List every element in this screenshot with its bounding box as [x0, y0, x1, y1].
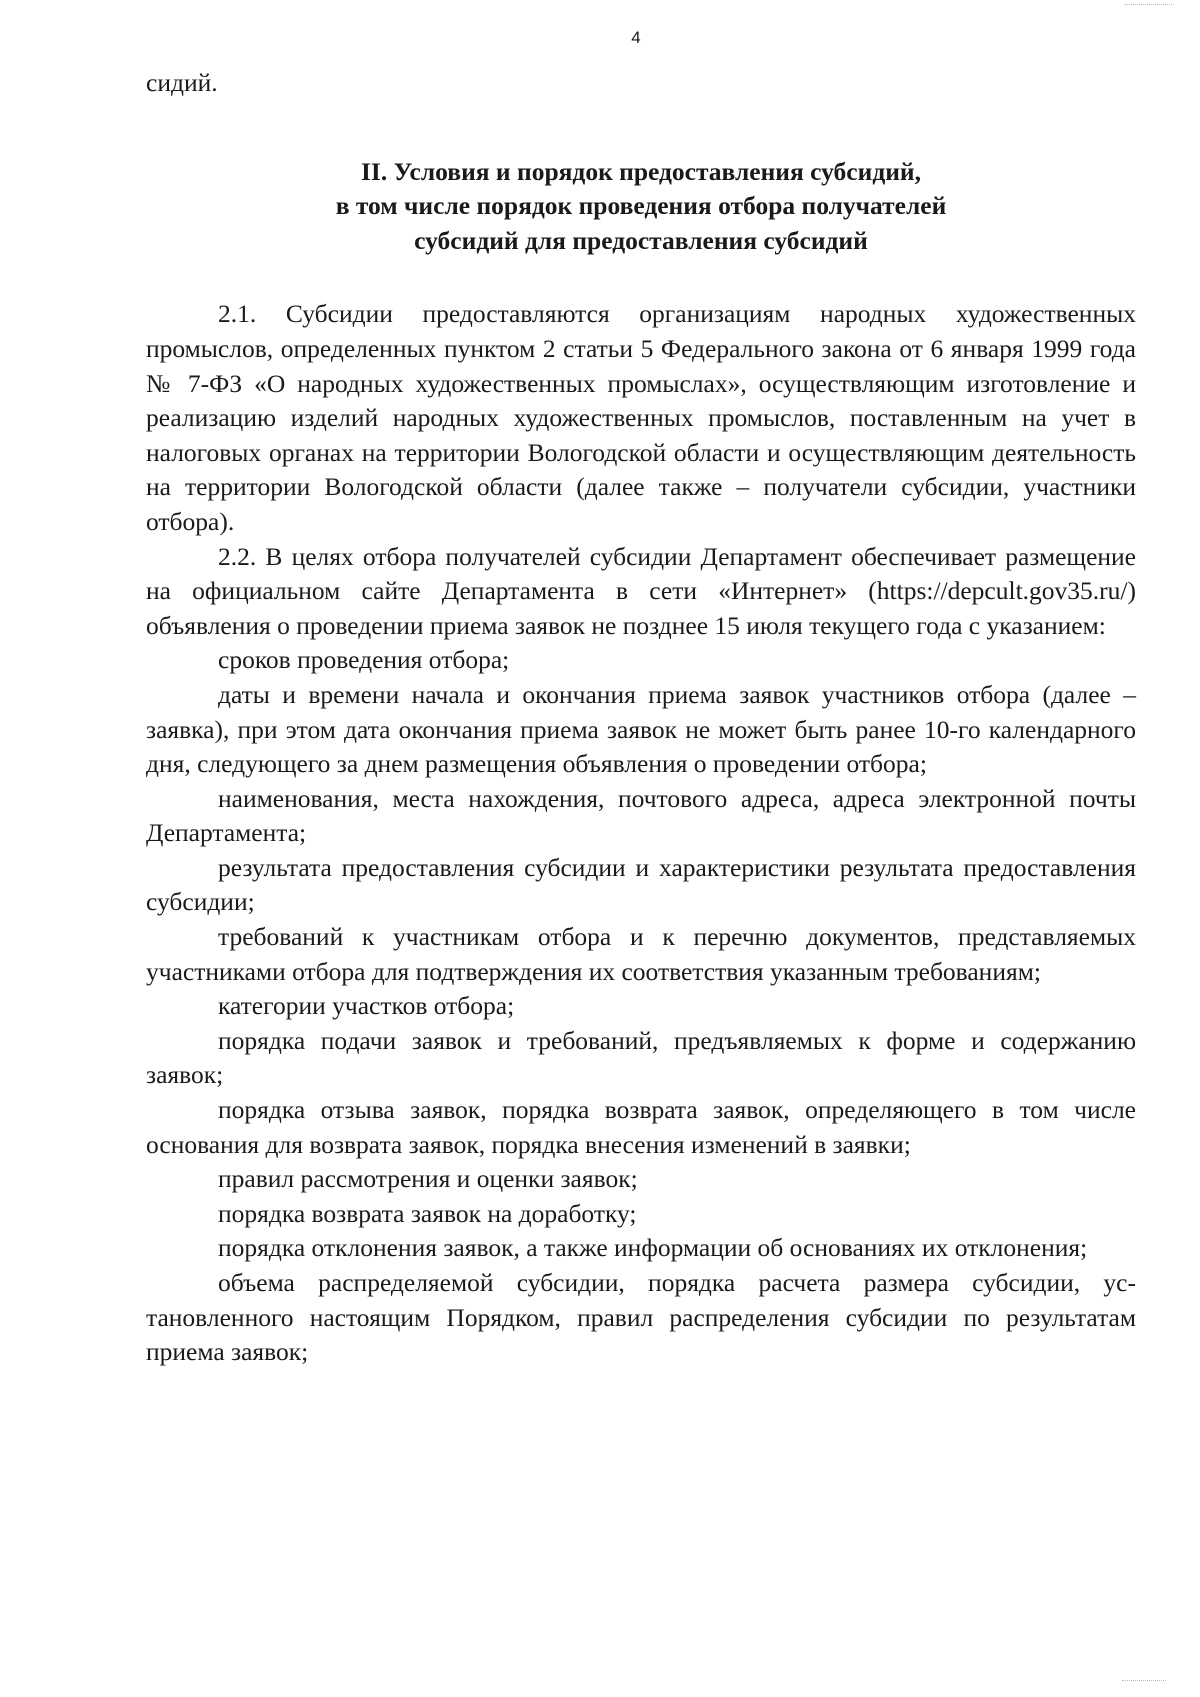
section-title-line: II. Условия и порядок предоставления субсидий,: [361, 156, 921, 186]
list-item: порядка отклонения заявок, а также информации об основаниях их отклонения;: [218, 1233, 1088, 1263]
carryover-text: сидий.: [146, 68, 218, 97]
scan-mark-top: [1124, 0, 1174, 5]
list-item: порядка подачи заявок и требований, предъявляемых к форме и содержанию заявок;: [146, 1025, 1136, 1090]
page-number: 4: [631, 28, 641, 47]
paragraph-2-1: 2.1. Субсидии предоставляются организациям народных художественных промыслов, определенных пунктом 2 статьи 5 Федерального закона от 6 января 1999 года № 7-ФЗ «О народных художественных промыслах», осуществляющим изготовление и реализацию изделий народных художественных промыслов, поставленным на учет в налоговых органах на территории Вологодской области и осуществляющим деятельность на территории Вологодской области (далее также – получатели субсидии, участники отбора).: [146, 299, 1136, 536]
section-title: [146, 155, 1136, 259]
list-item: требований к участникам отбора и к перечню документов, представляемых участниками отбора для подтверждения их соответствия указанным требованиям;: [146, 922, 1136, 986]
paragraph-2-2: 2.2. В целях отбора получателей субсидии Департамент обеспечивает размещение на официальном сайте Департамента в сети «Интернет» (https://depcult.gov35.ru/) объявления о проведении приема заявок не позднее 15 июля текущего года с указанием:: [146, 541, 1136, 640]
list-item: результата предоставления субсидии и характеристики результата предоставления субсидии;: [146, 852, 1136, 917]
scan-mark-bottom: [1122, 1680, 1166, 1691]
list-item: объема распределяемой субсидии, порядка расчета размера субсидии, установленного настоящим Порядком, правил распределения субсидии по результатам приема заявок;: [146, 1268, 1136, 1367]
section-title-line: в том числе порядок проведения отбора получателей: [335, 191, 947, 221]
section-title-line: субсидий для предоставления субсидий: [414, 225, 868, 255]
list-item: сроков проведения отбора;: [218, 645, 510, 675]
list-item: наименования, места нахождения, почтового адреса, адреса электронной почты Департамента;: [146, 783, 1136, 848]
list-item: даты и времени начала и окончания приема заявок участников отбора (далее – заявка), при этом дата окончания приема заявок не может быть ранее 10-го календарного дня, следующего за днем размещения объявления о проведении отбора;: [146, 679, 1136, 779]
list-item: порядка возврата заявок на доработку;: [218, 1198, 637, 1228]
document-body: [146, 66, 1136, 1370]
list-item: правил рассмотрения и оценки заявок;: [218, 1164, 638, 1194]
list-item: категории участков отбора;: [218, 991, 515, 1021]
list-item: порядка отзыва заявок, порядка возврата заявок, определяющего в том числе основания для возврата заявок, порядка внесения изменений в заявки;: [146, 1095, 1136, 1159]
